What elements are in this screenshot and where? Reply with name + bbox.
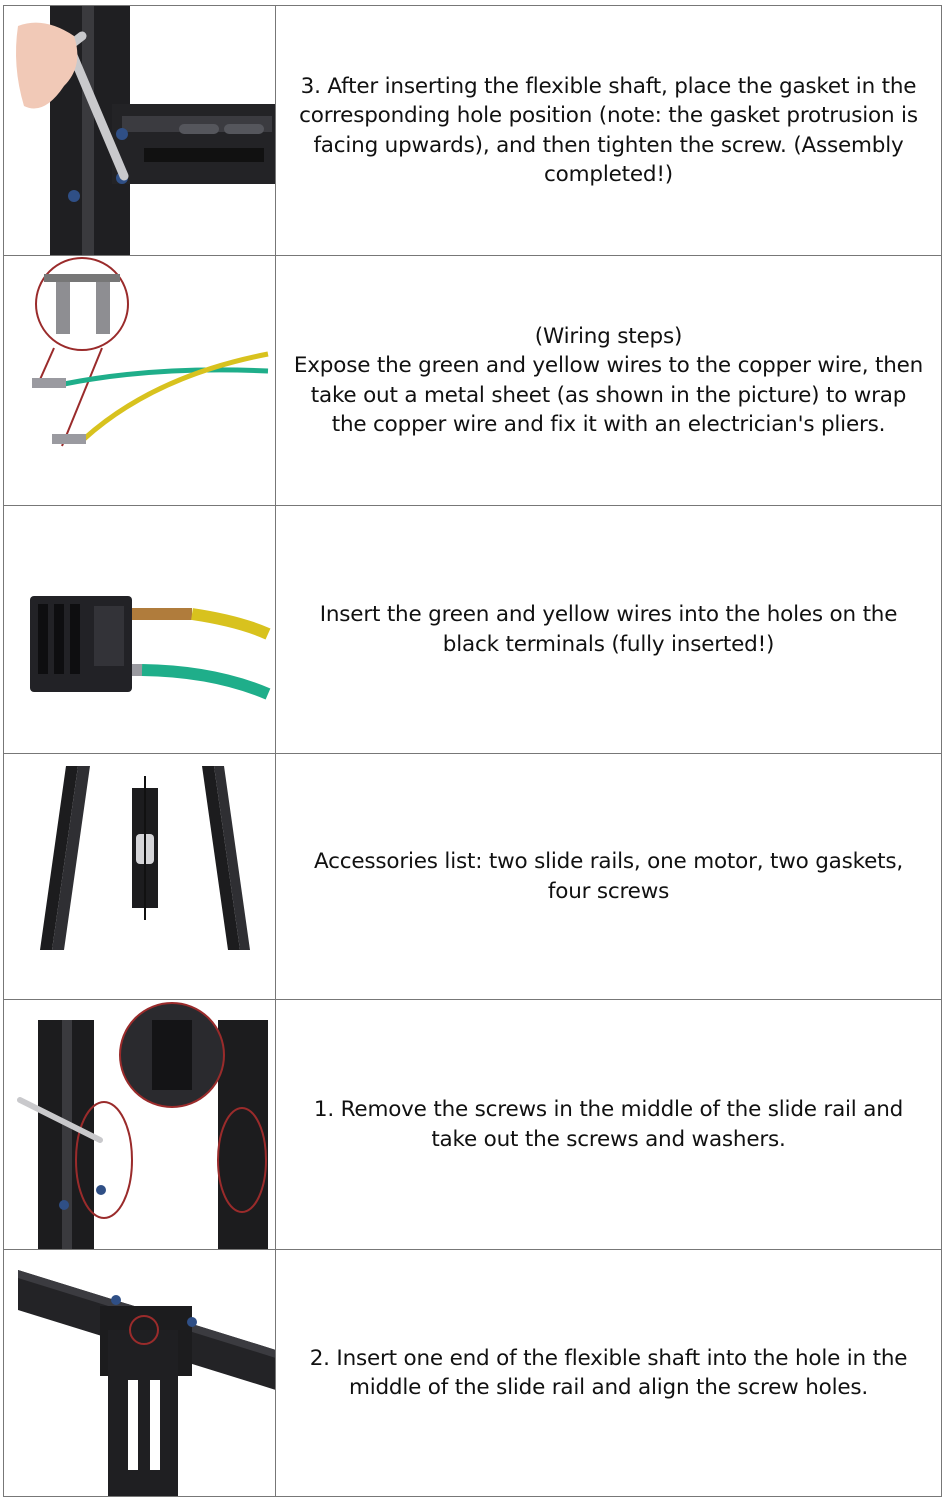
step-row [3, 753, 942, 1000]
step-text [276, 256, 941, 505]
step-text [276, 6, 941, 255]
step-row [3, 1249, 942, 1497]
black-terminal-connector-photo [4, 506, 276, 753]
step-description: Accessories list: two slide rails, one motor, two gaskets, four screws [313, 849, 903, 904]
step-row [3, 5, 942, 256]
step-description: 1. Remove the screws in the middle of the slide rail and take out the screws and washers. [313, 1097, 904, 1152]
step-text [276, 754, 941, 999]
step-description: 2. Insert one end of the flexible shaft into the hole in the middle of the slide rail and align the screw holes. [309, 1345, 908, 1400]
step-text [276, 1250, 941, 1496]
step-description: 3. After inserting the flexible shaft, place the gasket in the corresponding hole position (note: the gasket protrusion is facing upwards), and then tighten the screw. (Assembly completed!) [299, 73, 918, 187]
step-row [3, 505, 942, 754]
step-description: (Wiring steps) Expose the green and yellow wires to the copper wire, then take out a metal sheet (as shown in the picture) to wrap the copper wire and fix it with an electrician's pliers. [293, 323, 924, 437]
wire-crimp-terminal-photo [4, 256, 276, 505]
instruction-table [3, 5, 942, 1497]
step-text [276, 1000, 941, 1249]
remove-screws-photo [4, 1000, 276, 1249]
insert-shaft-photo [4, 1250, 276, 1496]
step-description: Insert the green and yellow wires into the holes on the black terminals (fully inserted!) [319, 602, 898, 657]
step-row [3, 255, 942, 506]
hand-tightening-screw-photo [4, 6, 276, 255]
step-text [276, 506, 941, 753]
accessories-photo [4, 754, 276, 999]
step-row [3, 999, 942, 1250]
